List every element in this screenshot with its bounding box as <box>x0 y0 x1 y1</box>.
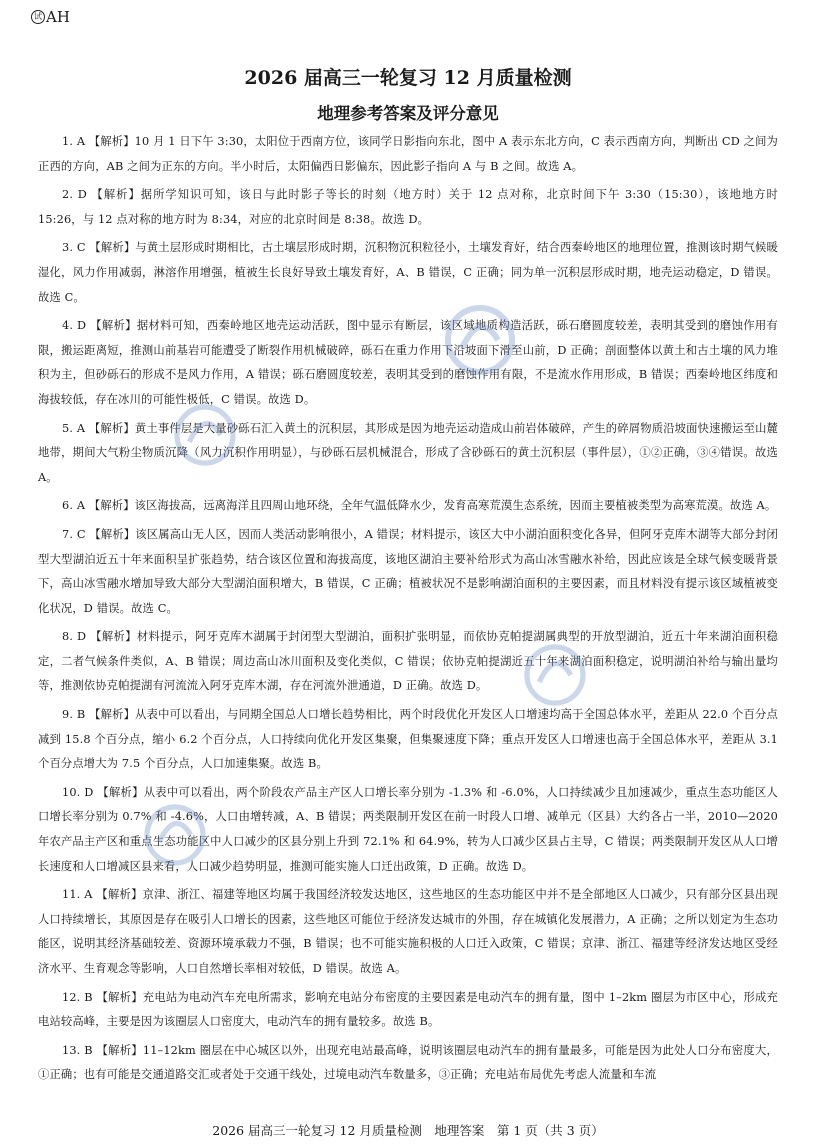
answer-list <box>38 130 778 1092</box>
answer-item-8: 8. D 【解析】材料提示，阿牙克库木湖属于封闭型大型湖泊，面积扩张明显，而依协克帕提湖属典型的开放型湖泊，近五十年来湖泊面积稳定，二者气候条件类似，A、B 错误；周边高山冰川面积及变化类似，C 错误；依协克帕提湖近五十年来湖泊面积稳定，说明湖泊补给与输出量均等，推测依协克帕提湖有河流流入阿牙克库木湖，存在河流外泄通道，D 正确。故选 D。 <box>38 630 778 693</box>
document-title: 2026 届高三一轮复习 12 月质量检测 <box>244 67 572 89</box>
answer-item-1: 1. A 【解析】10 月 1 日下午 3:30，太阳位于西南方位，该同学日影指向东北，图中 A 表示东北方向，C 表示西南方向，判断出 CD 之间为正西的方向，AB 之间为正东的方向。半小时后，太阳偏西日影偏东，因此影子指向 A 与 B 之间。故选 A。 <box>38 135 778 173</box>
answer-item-6: 6. A 【解析】该区海拔高，远离海洋且四周山地环绕，全年气温低降水少，发育高寒荒漠生态系统，因而主要植被类型为高寒荒漠。故选 A。 <box>62 499 777 513</box>
corner-label-text: AH <box>46 8 70 26</box>
document-subtitle: 地理参考答案及评分意见 <box>317 104 499 123</box>
answer-item-11: 11. A 【解析】京津、浙江、福建等地区均属于我国经济较发达地区，这些地区的生态功能区中并不是全部地区人口减少，只有部分区县出现人口持续增长，其原因是存在吸引人口增长的因素，这些地区可能位于经济发达城市的外围，存在城镇化发展潜力，A 正确；之所以划定为生态功能区，说明其经济基础较差、资源环境承载力不强，B 错误；也不可能实施积极的人口迁入政策，C 错误；京津、浙江、福建等经济发达地区受经济水平、生育观念等影响，人口自然增长率相对较低，D 错误。故选 A。 <box>38 888 778 975</box>
answer-item-9: 9. B 【解析】从表中可以看出，与同期全国总人口增长趋势相比，两个时段优化开发区人口增速均高于全国总体水平，差距从 22.0 个百分点减到 15.8 个百分点，缩小 6.2 个百分点，人口持续向优化开发区集聚，但集聚速度下降；重点开发区人口增速也高于全国总体水平，差距从 3.1 个百分点增大为 7.5 个百分点，人口加速集聚。故选 B。 <box>38 708 778 771</box>
answer-item-13: 13. B 【解析】11–12km 圈层在中心城区以外，出现充电站最高峰，说明该圈层电动汽车的拥有量最多，可能是因为此处人口分布密度大，①正确；也有可能是交通道路交汇或者处于交通干线处，过境电动汽车数量多，③正确；充电站布局优先考虑人流量和车流 <box>38 1043 778 1082</box>
page-footer: 2026 届高三一轮复习 12 月质量检测 地理答案 第 1 页（共 3 页） <box>212 1123 604 1138</box>
answer-item-5: 5. A 【解析】黄土事件层是大量砂砾石汇入黄土的沉积层，其形成是因为地壳运动造成山前岩体破碎，产生的碎屑物质沿坡面快速搬运至山麓地带，期间大气粉尘物质沉降（风力沉积作用明显），与砂砾石层机械混合，形成了含砂砾石的黄土沉积层（事件层），①②正确，③④错误。故选 A。 <box>38 421 778 484</box>
answer-item-12: 12. B 【解析】充电站为电动汽车充电所需求，影响充电站分布密度的主要因素是电动汽车的拥有量，图中 1–2km 圈层为市区中心，形成充电站较高峰，主要是因为该圈层人口密度大，电动汽车的拥有量较多。故选 B。 <box>38 990 778 1029</box>
answer-item-2: 2. D 【解析】据所学知识可知，该日与此时影子等长的时刻（地方时）关于 12 点对称，北京时间下午 3:30（15:30），该地地方时 15:26，与 12 点对称的地方时为 8:34，对应的北京时间是 8:38。故选 D。 <box>38 188 778 226</box>
answer-item-10: 10. D 【解析】从表中可以看出，两个阶段农产品主产区人口增长率分别为 -1.3% 和 -6.0%，人口持续减少且加速减少，重点生态功能区人口增长率分别为 0.7% 和 -4.6%，人口由增转减，A、B 错误；两类限制开发区在前一时段人口增、减单元（区县）大约各占一半，2010—2020 年农产品主产区和重点生态功能区中人口减少的区县分别上升到 72.1% 和 64.9%，转为人口减少区县占主导，C 错误；两类限制开发区从人口增长速度和人口增减区县来看，人口减少趋势明显，推测可能实施人口迁出政策，D 正确。故选 D。 <box>38 785 778 873</box>
corner-label <box>31 8 70 26</box>
badge-icon: 试 <box>31 10 45 24</box>
answer-item-7: 7. C 【解析】该区属高山无人区，因而人类活动影响很小，A 错误；材料提示，该区大中小湖泊面积变化各异，但阿牙克库木湖等大部分封闭型大型湖泊近五十年来面积呈扩张趋势，结合该区位置和海拔高度，该地区湖泊主要补给形式为高山冰雪融水补给，因此应该是全球气候变暖背景下，高山冰雪融水增加导致大部分大型湖泊面积增大，B 错误，C 正确；植被状况不是影响湖泊面积的主要因素，而且材料没有提示该区域植被变化状况，D 错误。故选 C。 <box>38 527 778 615</box>
answer-item-3: 3. C 【解析】与黄土层形成时期相比，古土壤层形成时期，沉积物沉积粒径小，土壤发育好，结合西秦岭地区的地理位置，推测该时期气候暖湿化，风力作用减弱，淋溶作用增强，植被生长良好导致土壤发育好，A、B 错误，C 正确；同为单一沉积层形成时期，地壳运动稳定，D 错误。故选 C。 <box>38 241 778 304</box>
answer-item-4: 4. D 【解析】据材料可知，西秦岭地区地壳运动活跃，图中显示有断层，该区域地质构造活跃，砾石磨圆度较差，表明其受到的磨蚀作用有限，搬运距离短，推测山前基岩可能遭受了断裂作用机械破碎，砾石在重力作用下沿坡面下滑至山前，D 正确；剖面整体以黄土和古土壤的风力堆积为主，但砂砾石的形成不是风力作用，A 错误；砾石磨圆度较差，表明其受到的磨蚀作用有限，不是流水作用形成，B 错误；西秦岭地区纬度和海拔较低，存在冰川的可能性极低，C 错误。故选 D。 <box>38 319 778 406</box>
